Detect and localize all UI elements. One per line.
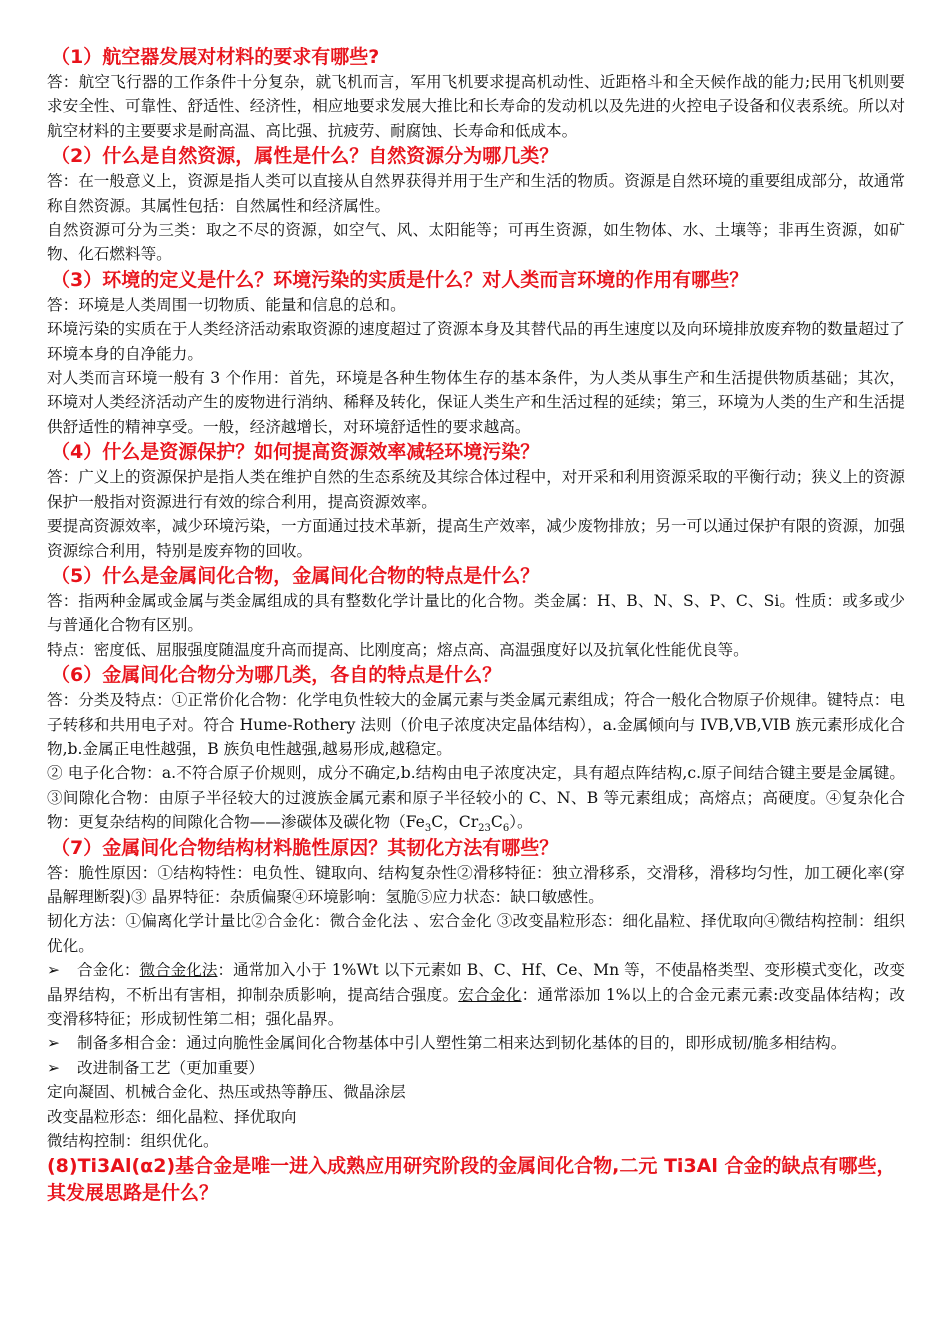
question-2-title: （2）什么是自然资源，属性是什么？自然资源分为哪几类？	[51, 145, 559, 168]
question-2-answer: 答：在一般意义上，资源是指人类可以直接从自然界获得并用于生产和生活的物质。资源是自然环境的重要组成部分，故通常称自然资源。其属性包括：自然属性和经济属性。	[47, 172, 905, 215]
macro-alloying-term: 宏合金化	[458, 985, 522, 1004]
question-6-answer-2-tail: ）。	[509, 813, 533, 832]
bullet-alloying: ➢ 合金化：微合金化法：通常加入小于 1%Wt 以下元素如 B、C、Hf、Ce、Mn 等，不使晶格类型、变形模式变化，改变晶界结构，不析出有害相，抑制杂质影响，提高结合强度。宏合金化：通常添加 1%以上的合金元素元素:改变晶体结构；改变滑移特征；形成韧性第二相；强化晶界。	[47, 958, 905, 1031]
question-5-features: 特点：密度低、屈服强度随温度升高而提高、比刚度高；熔点高、高温强度好以及抗氧化性能优良等。	[47, 640, 749, 659]
formula-fe3c: $Fe_3C$，	[405, 813, 459, 835]
formula-cr23c6: $Cr_{23}C_6$	[458, 813, 510, 835]
question-2-classes: 自然资源可分为三类：取之不尽的资源，如空气、风、太阳能等；可再生资源，如生物体、水、土壤等；非再生资源，如矿物、化石燃料等。	[47, 221, 905, 264]
micro-alloying-term: 微合金化法	[139, 961, 218, 980]
question-7-answer: 答：脆性原因：①结构特性：电负性、键取向、结构复杂性②滑移特征：独立滑移系，交滑移，滑移均匀性，加工硬化率(穿晶解理断裂)③ 晶界特征：杂质偏聚④环境影响：氢脆⑤应力状态：缺口敏感性。	[47, 863, 905, 906]
bullet-arrow-icon: ➢	[47, 1058, 61, 1077]
bullet-process: ➢ 改进制备工艺（更加重要）	[47, 1056, 905, 1080]
process-line-2: 改变晶粒形态：细化晶粒、择优取向	[47, 1107, 297, 1126]
question-6-answer-2-text: ② 电子化合物：a.不符合原子价规则，成分不确定,b.结构由电子浓度决定，具有超点阵结构,c.原子间结合键主要是金属键。③间隙化合物：由原子半径较大的过渡族金属元素和原子半径较小的 C、N、B 等元素组成；高熔点；高硬度。④复杂化合物：更复杂结构的间隙化合物——渗碳体及碳化物（	[47, 764, 905, 832]
question-5-answer: 答：指两种金属或金属与类金属组成的具有整数化学计量比的化合物。类金属：H、B、N、S、P、C、Si。性质：或多或少与普通化合物有区别。	[47, 591, 905, 635]
question-3-answer: 答：环境是人类周围一切物质、能量和信息的总和。	[47, 295, 406, 314]
question-3-pollution: 环境污染的实质在于人类经济活动索取资源的速度超过了资源本身及其替代品的再生速度以及向环境排放废弃物的数量超过了环境本身的自净能力。	[47, 320, 905, 363]
question-3-title: （3）环境的定义是什么？环境污染的实质是什么？对人类而言环境的作用有哪些？	[51, 268, 749, 291]
question-7-title: （7）金属间化合物结构材料脆性原因？其韧化方法有哪些？	[51, 836, 559, 859]
question-4-methods: 要提高资源效率，减少环境污染，一方面通过技术革新，提高生产效率，减少废物排放；另一可以通过保护有限的资源，加强资源综合利用，特别是废弃物的回收。	[47, 517, 905, 560]
question-4-answer: 答：广义上的资源保护是指人类在维护自然的生态系统及其综合体过程中，对开采和利用资源采取的平衡行动；狭义上的资源保护一般指对资源进行有效的综合利用，提高资源效率。	[47, 468, 905, 511]
question-1-answer: 答：航空飞行器的工作条件十分复杂，就飞机而言，军用飞机要求提高机动性、近距格斗和全天候作战的能力;民用飞机则要求安全性、可靠性、舒适性、经济性，相应地要求发展大推比和长寿命的发动机以及先进的火控电子设备和仪表系统。所以对航空材料的主要要求是耐高温、高比强、抗疲劳、耐腐蚀、长寿命和低成本。	[47, 73, 905, 140]
question-1-title: （1）航空器发展对材料的要求有哪些?	[51, 46, 380, 68]
bullet-multiphase: ➢ 制备多相合金：通过向脆性金属间化合物基体中引人塑性第二相来达到韧化基体的目的，即形成韧/脆多相结构。	[47, 1031, 905, 1055]
process-line-3: 微结构控制：组织优化。	[47, 1132, 219, 1151]
question-6-answer-2	[47, 761, 905, 834]
bullet-arrow-icon: ➢	[47, 961, 61, 980]
question-4-title: （4）什么是资源保护？如何提高资源效率减轻环境污染？	[51, 441, 540, 464]
question-5-title: （5）什么是金属间化合物，金属间化合物的特点是什么？	[51, 564, 540, 587]
question-7-methods: 韧化方法：①偏离化学计量比②合金化：微合金化法 、宏合金化 ③改变晶粒形态：细化晶粒、择优取向④微结构控制：组织优化。	[47, 912, 905, 955]
question-6-title: （6）金属间化合物分为哪几类，各自的特点是什么？	[51, 664, 502, 687]
bullet-arrow-icon: ➢	[47, 1034, 61, 1053]
process-line-1: 定向凝固、机械合金化、热压或热等静压、微晶涂层	[47, 1083, 406, 1102]
question-8-title: (8)Ti3Al(α2)基合金是唯一进入成熟应用研究阶段的金属间化合物,二元 Ti3Al 合金的缺点有哪些，其发展思路是什么？	[47, 1155, 896, 1205]
question-6-answer: 答：分类及特点：①正常价化合物：化学电负性较大的金属元素与类金属元素组成；符合一般化合物原子价规律。键特点：电子转移和共用电子对。符合 Hume-Rothery 法则（价电子浓度决定晶体结构），a.金属倾向与 IVB,VB,VIB 族元素形成化合物,b.金属正电性越强，B 族负电性越强,越易形成,越稳定。	[47, 691, 905, 758]
question-3-roles: 对人类而言环境一般有 3 个作用：首先，环境是各种生物体生存的基本条件，为人类从事生产和生活提供物质基础；其次，环境对人类经济活动产生的废物进行消纳、稀释及转化，保证人类生产和生活过程的延续；第三，环境为人类的生产和生活提供舒适性的精神享受。一般，经济越增长，对环境舒适性的要求越高。	[47, 369, 905, 436]
